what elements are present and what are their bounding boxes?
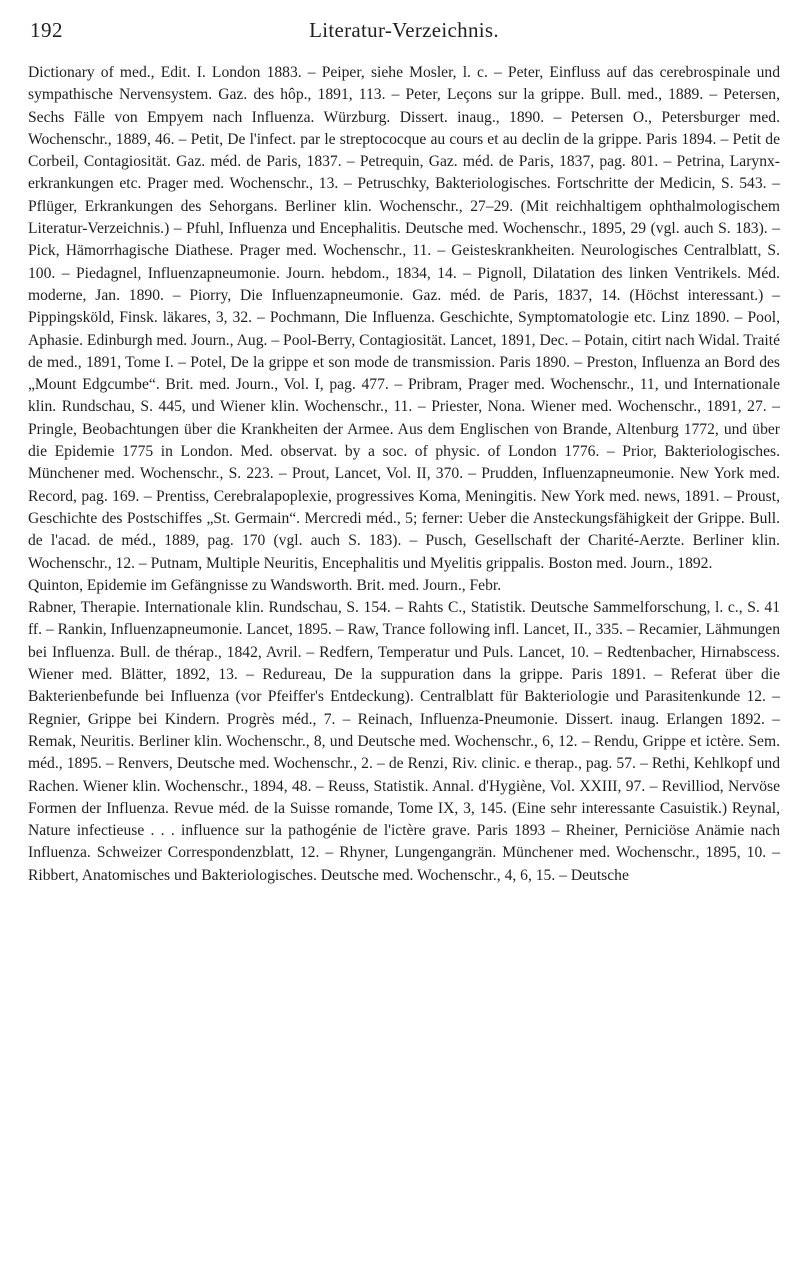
- bibliography-text: [28, 62, 780, 887]
- page-header: [28, 0, 780, 62]
- bibliography-paragraph-p-entries: Dictionary of med., Edit. I. London 1883. – Peiper, siehe Mosler, l. c. – Peter, Einfluss auf das cerebrospinale und sympathische Nervensystem. Gaz. des hôp., 1891, 113. – Peter, Leçons sur la grippe. Bull. med., 1889. – Petersen, Sechs Fälle von Empyem nach Influenza. Würzburg. Dissert. inaug., 1890. – Petersen O., Petersburger med. Wochenschr., 1889, 46. – Petit, De l'infect. par le streptococque au cours et au declin de la grippe. Paris 1894. – Petit de Corbeil, Contagiosität. Gaz. méd. de Paris, 1837. – Petrequin, Gaz. méd. de Paris, 1837, pag. 801. – Petrina, Larynx-erkrankungen etc. Prager med. Wochenschr., 13. – Petruschky, Bakteriologisches. Fortschritte der Medicin, S. 543. – Pflüger, Erkrankungen des Sehorgans. Berliner klin. Wochenschr., 27–29. (Mit reichhaltigem ophthalmologischem Literatur-Verzeichnis.) – Pfuhl, Influenza und Encephalitis. Deutsche med. Wochenschr., 1895, 29 (vgl. auch S. 183). – Pick, Hämorrhagische Diathese. Prager med. Wochenschr., 11. – Geisteskrankheiten. Neurologisches Centralblatt, S. 100. – Piedagnel, Influenzapneumonie. Journ. hebdom., 1834, 14. – Pignoll, Dilatation des linken Ventrikels. Méd. moderne, Jan. 1890. – Piorry, Die Influenzapneumonie. Gaz. méd. de Paris, 1837, 14. (Höchst interessant.) – Pippingsköld, Finsk. läkares, 3, 32. – Pochmann, Die Influenza. Geschichte, Symptomatologie etc. Linz 1890. – Pool, Aphasie. Edinburgh med. Journ., Aug. – Pool-Berry, Contagiosität. Lancet, 1891, Dec. – Potain, citirt nach Widal. Traité de med., 1891, Tome I. – Potel, De la grippe et son mode de transmission. Paris 1890. – Preston, Influenza an Bord des „Mount Edgcumbe“. Brit. med. Journ., Vol. I, pag. 477. – Pribram, Prager med. Wochenschr., 11, und Internationale klin. Rundschau, S. 445, und Wiener klin. Wochenschr., 11. – Priester, Nona. Wiener med. Wochenschr., 1891, 27. – Pringle, Beobachtungen über die Krankheiten der Armee. Aus dem Englischen von Brande, Altenburg 1772, und über die Epidemie 1775 in London. Med. observat. by a soc. of physic. of London 1776. – Prior, Bakteriologisches. Münchener med. Wochenschr., S. 223. – Prout, Lancet, Vol. II, 370. – Prudden, Influenzapneumonie. New York med. Record, pag. 169. – Prentiss, Cerebralapoplexie, progressives Koma, Meningitis. New York med. news, 1891. – Proust, Geschichte des Postschiffes „St. Germain“. Mercredi méd., 5; ferner: Ueber die Ansteckungsfähigkeit der Grippe. Bull. de l'acad. de méd., 1889, pag. 170 (vgl. auch S. 183). – Pusch, Gesellschaft der Charité-Aerzte. Berliner klin. Wochenschr., 12. – Putnam, Multiple Neuritis, Encephalitis und Myelitis grippalis. Boston med. Journ., 1892.: [28, 64, 780, 572]
- running-head: Literatur-Verzeichnis.: [309, 18, 499, 42]
- page-number: 192: [30, 18, 63, 42]
- bibliography-paragraph-r-entries: Rabner, Therapie. Internationale klin. Rundschau, S. 154. – Rahts C., Statistik. Deutsche Sammelforschung, l. c., S. 41 ff. – Rankin, Influenzapneumonie. Lancet, 1895. – Raw, Trance following infl. Lancet, II., 335. – Recamier, Lähmungen bei Influenza. Bull. de thérap., 1842, Avril. – Redfern, Temperatur und Puls. Lancet, 10. – Redtenbacher, Hirnabscess. Wiener med. Blätter, 1892, 13. – Redureau, De la suppuration dans la grippe. Paris 1891. – Referat über die Bakterienbefunde bei Influenza (vor Pfeiffer's Entdeckung). Centralblatt für Bakteriologie und Parasitenkunde 12. – Regnier, Grippe bei Kindern. Progrès méd., 7. – Reinach, Influenza-Pneumonie. Dissert. inaug. Erlangen 1892. – Remak, Neuritis. Berliner klin. Wochenschr., 8, und Deutsche med. Wochenschr., 6, 12. – Rendu, Grippe et ictère. Sem. méd., 1895. – Renvers, Deutsche med. Wochenschr., 2. – de Renzi, Riv. clinic. e therap., pag. 57. – Rethi, Kehlkopf und Rachen. Wiener klin. Wochenschr., 1894, 48. – Reuss, Statistik. Annal. d'Hygiène, Vol. XXIII, 97. – Revilliod, Nervöse Formen der Influenza. Revue méd. de la Suisse romande, Tome IX, 3, 145. (Eine sehr interessante Casuistik.) Reynal, Nature infectieuse . . . influence sur la pathogénie de l'ictère grave. Paris 1893 – Rheiner, Perniciöse Anämie nach Influenza. Schweizer Correspondenzblatt, 12. – Rhyner, Lungengangrän. Münchener med. Wochenschr., 1895, 10. – Ribbert, Anatomisches und Bakteriologisches. Deutsche med. Wochenschr., 4, 6, 15. – Deutsche: [28, 599, 780, 884]
- page: [28, 0, 780, 1265]
- bibliography-paragraph-q-entries: Quinton, Epidemie im Gefängnisse zu Wandsworth. Brit. med. Journ., Febr.: [28, 576, 502, 594]
